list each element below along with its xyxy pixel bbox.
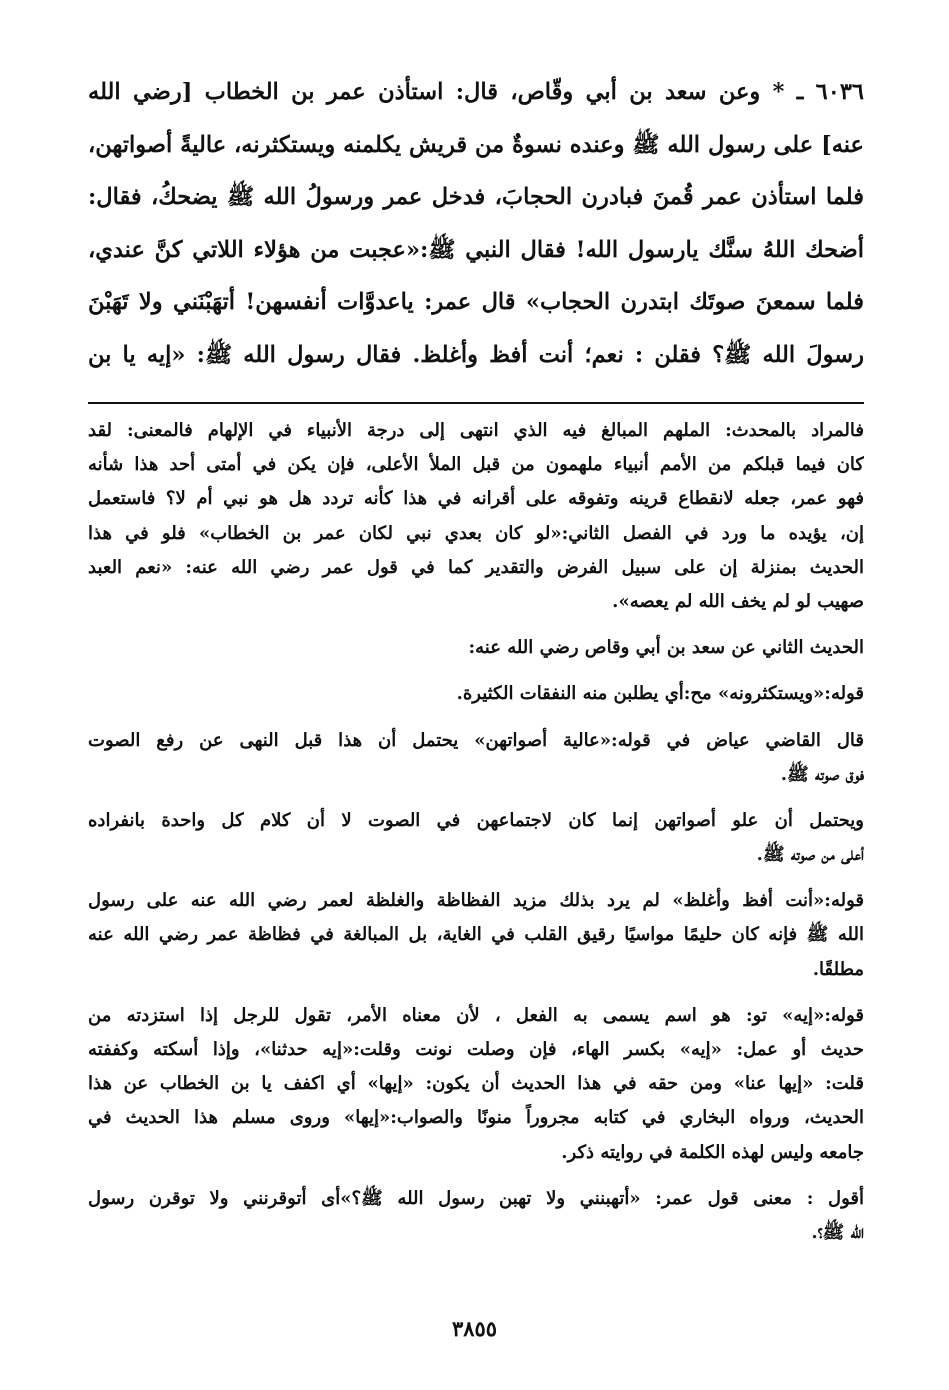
note-line: جامعه وليس لهذه الكلمة في روايته ذكر. [561,1141,864,1163]
note-paragraph [88,999,864,1170]
commentary-notes [88,414,864,1262]
note-paragraph [88,631,864,665]
note-line: صهيب لو لم يخف الله لم يعصه». [612,590,864,612]
note-paragraph [88,1182,864,1250]
note-line: قوله:«ويستكثرونه» مح:أي يطلبن منه النفقات الكثيرة. [456,683,864,705]
main-text-line: فلما سمعنَ صوتَك ابتدرن الحجاب» قال عمر: ياعدوَّات أنفسهن! أتهَبْنَني ولا تَهَبْنَ [88,289,864,315]
main-text-line: عنه] على رسول الله ﷺ وعنده نسوةٌ من قريش يكلمنه ويستكثرنه، عاليةً أصواتهن، [88,131,864,158]
note-line: الله ﷺ؟. [811,1221,864,1243]
note-line: الله ﷺ فإنه كان حليمًا مواسيًا رقيق القلب في الغاية، بل المبالغة في فظاظة عمر رضي الله عنه [88,924,864,946]
note-paragraph [88,724,864,792]
note-line: مطلقًا. [812,958,864,980]
note-line: فهو عمر، جعله لانقطاع قرينه وتفوقه على أقرانه في هذا كأنه تردد هل هو نبي أم لا؟ فاستعمل [88,488,864,510]
note-line: الحديث بمنزلة إن على سبيل الفرض والتقدير كما في قول عمر رضي الله عنه: «نعم العبد [88,556,864,578]
note-line: حديث أو عمل: «إيه» بكسر الهاء، فإن وصلت نونت وقلت:«إيه حدثنا»، وإذا أسكته وكففته [88,1039,864,1060]
page-number: ٣٨٥٥ [451,1316,498,1341]
note-paragraph [88,804,864,872]
note-line: فوق صوته ﷺ. [780,763,864,785]
note-paragraph [88,677,864,711]
hadith-main-text [88,66,864,381]
main-text-line: رسولَ الله ﷺ؟ فقلن : نعم؛ أنت أفظ وأغلظ. فقال رسول الله ﷺ: «إيه يا بن [88,341,864,368]
note-line: إن، يؤيده ما ورد في الفصل الثاني:«لو كان بعدي نبي لكان عمر بن الخطاب» فلو في هذا [88,522,864,544]
note-line: كان فيما قبلكم من الأمم أنبياء ملهمون من قبل الملأ الأعلى، فإن يكن في أمتى أحد هذا شأنه [88,454,864,476]
note-paragraph [88,414,864,619]
note-line: ويحتمل أن علو أصواتهن إنما كان لاجتماعهن في الصوت لا أن كلام كل واحدة بانفراده [88,809,864,831]
footnote-divider [88,402,864,404]
note-line: قوله:«إيه» تو: هو اسم يسمى به الفعل ، لأن معناه الأمر، تقول للرجل إذا استزدته من [88,1004,864,1026]
note-line: فالمراد بالمحدث: الملهم المبالغ فيه الذي انتهى إلى درجة الأنبياء في الإلهام فالمعنى: لقد [88,420,864,441]
note-line: قوله:«أنت أفظ وأغلظ» لم يرد بذلك مزيد الفظاظة والغلظة لعمر رضي الله عنه على رسول [88,890,864,912]
note-paragraph [88,884,864,987]
note-line: الحديث، ورواه البخاري في كتابه مجروراً منونًا والصواب:«إيها» وروى مسلم هذا الحديث في [88,1107,864,1129]
note-line: قلت: «إيها عنا» ومن حقه في هذا الحديث أن يكون: «إيها» أي اكفف يا بن الخطاب عن هذا [88,1073,864,1095]
main-text-line: فلما استأذن عمر قُمنَ فبادرن الحجابَ، فدخل عمر ورسولُ الله ﷺ يضحكُ، فقال: [88,184,864,210]
main-text-line: أضحك اللهُ سنَّك يارسول الله! فقال النبي ﷺ:«عجبت من هؤلاء اللاتي كنَّ عندي، [88,236,864,263]
note-line: أعلى من صوته ﷺ. [756,844,864,866]
note-line: الحديث الثاني عن سعد بن أبي وقاص رضي الله عنه: [468,637,864,659]
note-line: قال القاضي عياض في قوله:«عالية أصواتهن» يحتمل أن هذا قبل النهى عن رفع الصوت [88,729,864,751]
main-text-line: ٦٠٣٦ ـ * وعن سعد بن أبي وقّاص، قال: استأذن عمر بن الخطاب [رضي الله [88,79,864,105]
note-line: أقول : معنى قول عمر: «أتهبنني ولا تهبن رسول الله ﷺ؟»أى أتوقرنني ولا توقرن رسول [88,1187,864,1209]
